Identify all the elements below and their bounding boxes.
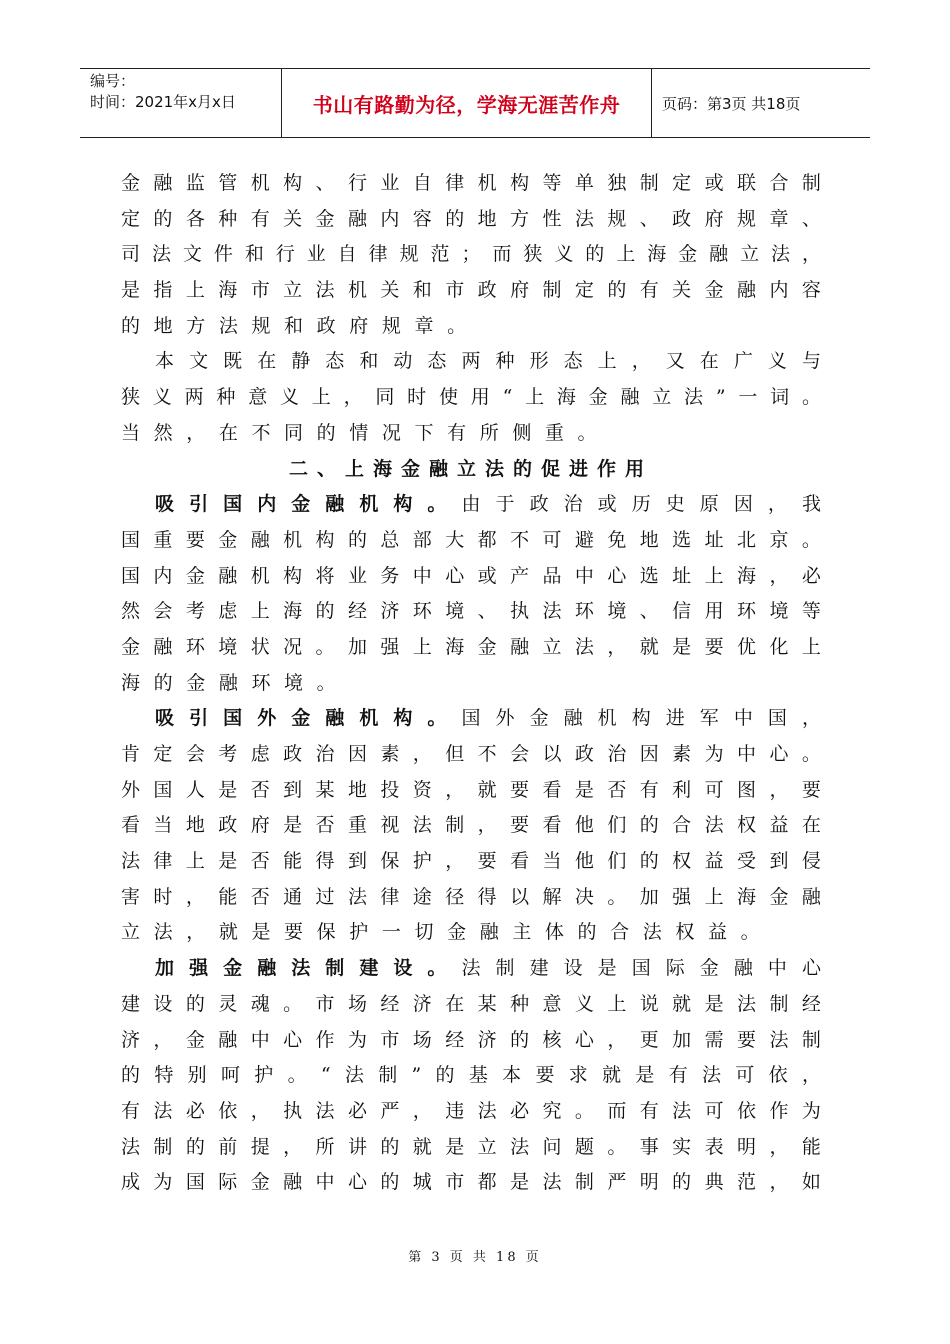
body-line: 外 国 人 是 否 到 某 地 投 资 ， 就 要 看 是 否 有 利 可 图 ， 要 [121, 778, 821, 801]
body-line: 的 地 方 法 规 和 政 府 规 章 。 [121, 314, 467, 337]
body-line: 国 重 要 金 融 机 构 的 总 部 大 都 不 可 避 免 地 选 址 北 京 。 [121, 528, 821, 551]
body-line: 害 时 ， 能 否 通 过 法 律 途 径 得 以 解 决 。 加 强 上 海 金 融 [121, 885, 821, 908]
document-body [121, 166, 821, 1201]
paragraph-first-line: 吸 引 国 内 金 融 机 构 。 由 于 政 治 或 历 史 原 因 ， 我 [155, 493, 821, 516]
body-line: 本 文 既 在 静 态 和 动 态 两 种 形 态 上 ， 又 在 广 义 与 [155, 350, 821, 373]
body-line: 是 指 上 海 市 立 法 机 关 和 市 政 府 制 定 的 有 关 金 融 内 容 [121, 279, 821, 302]
page-header [80, 68, 870, 138]
paragraph-first-line: 加 强 金 融 法 制 建 设 。 法 制 建 设 是 国 际 金 融 中 心 [155, 957, 821, 980]
section-heading: 二、上海金融立法的促进作用 [288, 457, 653, 480]
body-line: 的 特 别 呵 护 。 “ 法 制 ” 的 基 本 要 求 就 是 有 法 可 依 ， [121, 1064, 821, 1087]
body-line: 海 的 金 融 环 境 。 [121, 671, 336, 694]
header-time: 时间：2021年x月x日 [90, 93, 236, 111]
header-page-cell [652, 69, 870, 137]
body-line: 定 的 各 种 有 关 金 融 内 容 的 地 方 性 法 规 、 政 府 规 章 、 [121, 207, 821, 230]
body-line: 当 然 ， 在 不 同 的 情 况 下 有 所 侧 重 。 [121, 421, 597, 444]
body-line: 然 会 考 虑 上 海 的 经 济 环 境 、 执 法 环 境 、 信 用 环 境 等 [121, 600, 821, 623]
body-line: 建 设 的 灵 魂 。 市 场 经 济 在 某 种 意 义 上 说 就 是 法 制 经 [121, 992, 821, 1015]
body-line: 国 内 金 融 机 构 将 业 务 中 心 或 产 品 中 心 选 址 上 海 ， 必 [121, 564, 821, 587]
body-line: 济 ， 金 融 中 心 作 为 市 场 经 济 的 核 心 ， 更 加 需 要 法 制 [121, 1028, 821, 1051]
header-meta [80, 69, 282, 137]
body-line: 法 制 的 前 提 ， 所 讲 的 就 是 立 法 问 题 。 事 实 表 明 ， 能 [121, 1135, 821, 1158]
header-motto: 书山有路勤为径，学海无涯苦作舟 [312, 92, 621, 117]
body-line: 立 法 ， 就 是 要 保 护 一 切 金 融 主 体 的 合 法 权 益 。 [121, 921, 760, 944]
body-line: 金 融 环 境 状 况 。 加 强 上 海 金 融 立 法 ， 就 是 要 优 化 上 [121, 635, 821, 658]
body-line: 肯 定 会 考 虑 政 治 因 素 ， 但 不 会 以 政 治 因 素 为 中 心 。 [121, 743, 821, 765]
page-footer: 第 3 页 共 18 页 [408, 1250, 542, 1265]
body-line: 成 为 国 际 金 融 中 心 的 城 市 都 是 法 制 严 明 的 典 范 ， 如 [121, 1171, 821, 1194]
body-line: 有 法 必 依 ， 执 法 必 严 ， 违 法 必 究 。 而 有 法 可 依 作 为 [121, 1099, 821, 1122]
body-line: 狭 义 两 种 意 义 上 ， 同 时 使 用 “ 上 海 金 融 立 法 ” 一 词 。 [121, 386, 821, 409]
body-line: 看 当 地 政 府 是 否 重 视 法 制 ， 要 看 他 们 的 合 法 权 益 在 [121, 814, 821, 837]
body-line: 金 融 监 管 机 构 、 行 业 自 律 机 构 等 单 独 制 定 或 联 合 制 [121, 172, 821, 194]
header-motto-cell [282, 69, 652, 137]
header-number: 编号： [90, 72, 136, 90]
body-line: 法 律 上 是 否 能 得 到 保 护 ， 要 看 当 他 们 的 权 益 受 到 侵 [121, 850, 821, 873]
header-page-number: 页码：第3页 共18页 [662, 94, 801, 113]
body-line: 司 法 文 件 和 行 业 自 律 规 范 ； 而 狭 义 的 上 海 金 融 立 法 ， [121, 243, 821, 266]
paragraph-first-line: 吸 引 国 外 金 融 机 构 。 国 外 金 融 机 构 进 军 中 国 ， [155, 707, 821, 730]
